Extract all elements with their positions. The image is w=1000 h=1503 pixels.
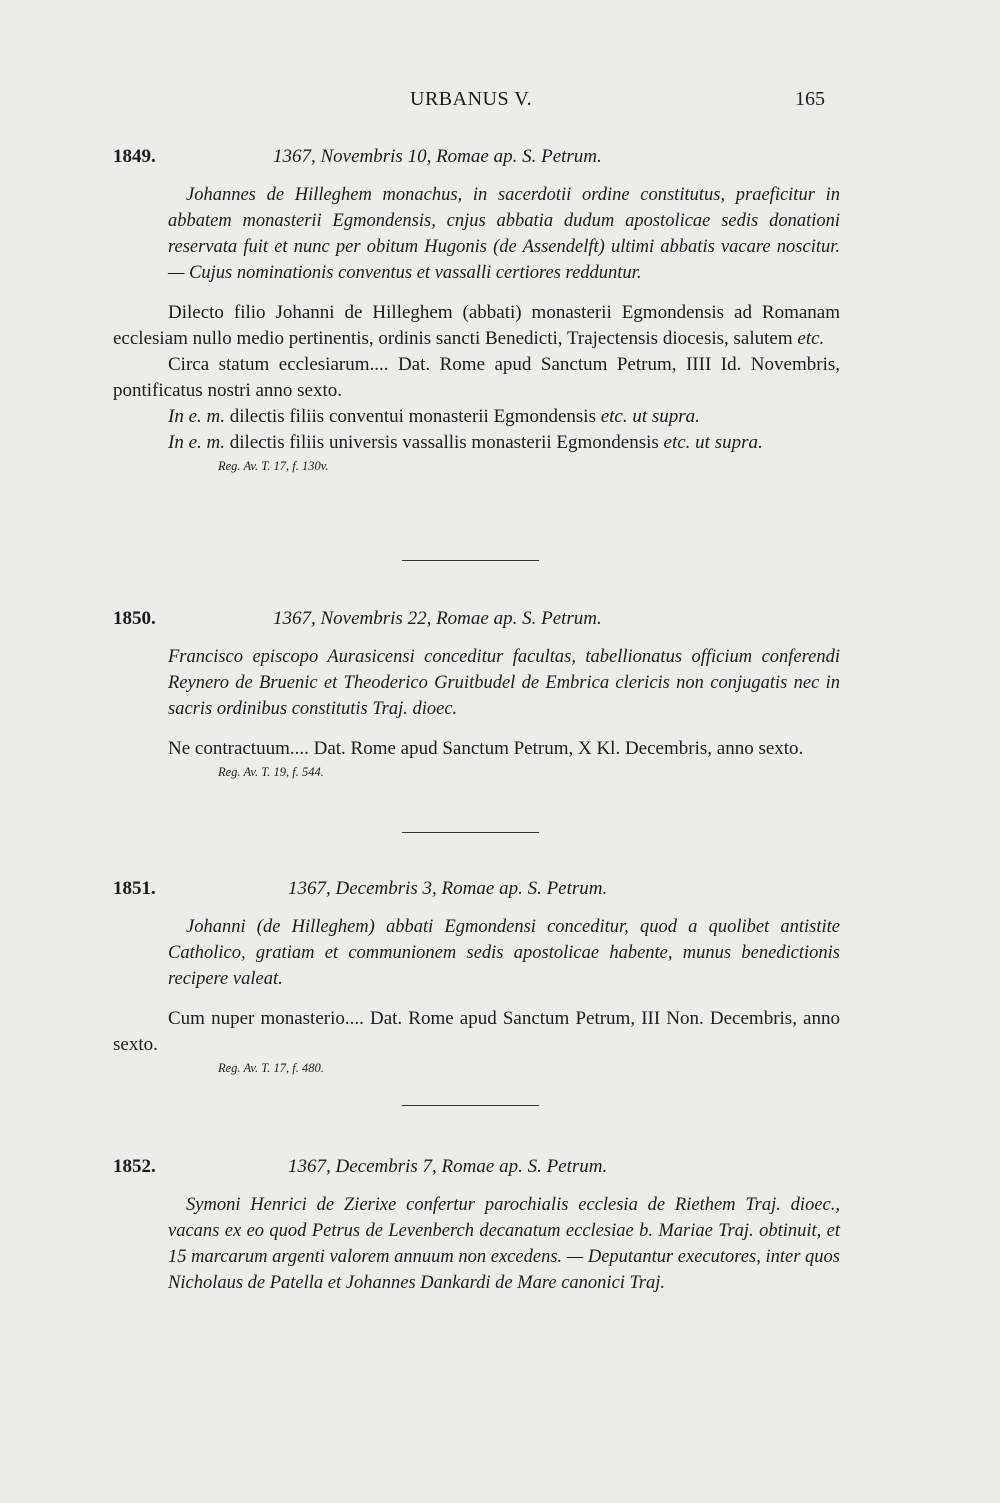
section-divider (402, 832, 539, 833)
entry-heading (113, 146, 840, 172)
entry-heading (113, 878, 840, 904)
register-reference: Reg. Av. T. 17, f. 480. (218, 1061, 324, 1075)
running-head (0, 88, 1000, 118)
entry-date: 1367, Novembris 22, Romae ap. S. Petrum. (273, 608, 602, 629)
entry-summary: Johannes de Hilleghem monachus, in sacerdotii ordine constitutus, praeficitur in abbatem monasterii Egmondensis, cnjus abbatia dudum apostolicae sedis donationi reservata fuit et nunc per obitum Hugonis (de Assendelft) ultimi abbatis vacare noscitur. — Cujus nominationis conventus et vassalli certiores redduntur. (168, 185, 840, 283)
page-number: 165 (795, 88, 825, 110)
entry-date: 1367, Novembris 10, Romae ap. S. Petrum. (273, 146, 602, 167)
entry-paragraph: Circa statum ecclesiarum.... Dat. Rome apud Sanctum Petrum, IIII Id. Novembris, pontificatus nostri anno sexto. (113, 354, 840, 401)
entry-paragraph: In e. m. dilectis filiis universis vassallis monasterii Egmondensis etc. ut supra. (168, 432, 763, 453)
section-divider (402, 560, 539, 561)
running-title: URBANUS V. (410, 88, 533, 110)
entry-number: 1849. (113, 146, 156, 167)
entry-summary: Francisco episcopo Aurasicensi conceditur facultas, tabellionatus officium conferendi Reynero de Bruenic et Theoderico Gruitbudel de Embrica clericis non conjugatis nec in sacris ordinibus constitutis Traj. dioec. (168, 647, 840, 719)
entry-paragraph: Cum nuper monasterio.... Dat. Rome apud Sanctum Petrum, III Non. Decembris, anno sexto. (113, 1008, 840, 1055)
entry-number: 1850. (113, 608, 156, 629)
entry-date: 1367, Decembris 3, Romae ap. S. Petrum. (288, 878, 608, 899)
entry-heading (113, 1156, 840, 1182)
entry-1851 (113, 878, 840, 1076)
register-reference: Reg. Av. T. 19, f. 544. (218, 765, 324, 779)
entry-text (113, 1006, 840, 1058)
entry-paragraph: Ne contractuum.... Dat. Rome apud Sanctum Petrum, X Kl. Decembris, anno sexto. (168, 738, 804, 759)
entry-1850 (113, 608, 840, 780)
entry-summary: Johanni (de Hilleghem) abbati Egmondensi conceditur, quod a quolibet antistite Catholico, gratiam et communionem sedis apostolicae habente, munus benedictionis recipere valeat. (168, 917, 840, 989)
section-divider (402, 1105, 539, 1106)
entry-text (113, 736, 840, 762)
entry-1852 (113, 1156, 840, 1296)
entry-number: 1852. (113, 1156, 156, 1177)
entry-heading (113, 608, 840, 634)
entry-text (113, 300, 840, 456)
entry-paragraph: Dilecto filio Johanni de Hilleghem (abbati) monasterii Egmondensis ad Romanam ecclesiam nullo medio pertinentis, ordinis sancti Benedicti, Trajectensis diocesis, salutem etc. (113, 302, 840, 349)
entry-number: 1851. (113, 878, 156, 899)
entry-summary: Symoni Henrici de Zierixe confertur parochialis ecclesia de Riethem Traj. dioec., vacans ex eo quod Petrus de Levenberch decanatum ecclesiae b. Mariae Traj. obtinuit, et 15 marcarum argenti valorem annuum non excedens. — Deputantur executores, inter quos Nicholaus de Patella et Johannes Dankardi de Mare canonici Traj. (168, 1195, 840, 1293)
entry-1849 (113, 146, 840, 474)
entry-date: 1367, Decembris 7, Romae ap. S. Petrum. (288, 1156, 608, 1177)
entry-paragraph: In e. m. dilectis filiis conventui monasterii Egmondensis etc. ut supra. (168, 406, 700, 427)
register-reference: Reg. Av. T. 17, f. 130v. (218, 459, 329, 473)
